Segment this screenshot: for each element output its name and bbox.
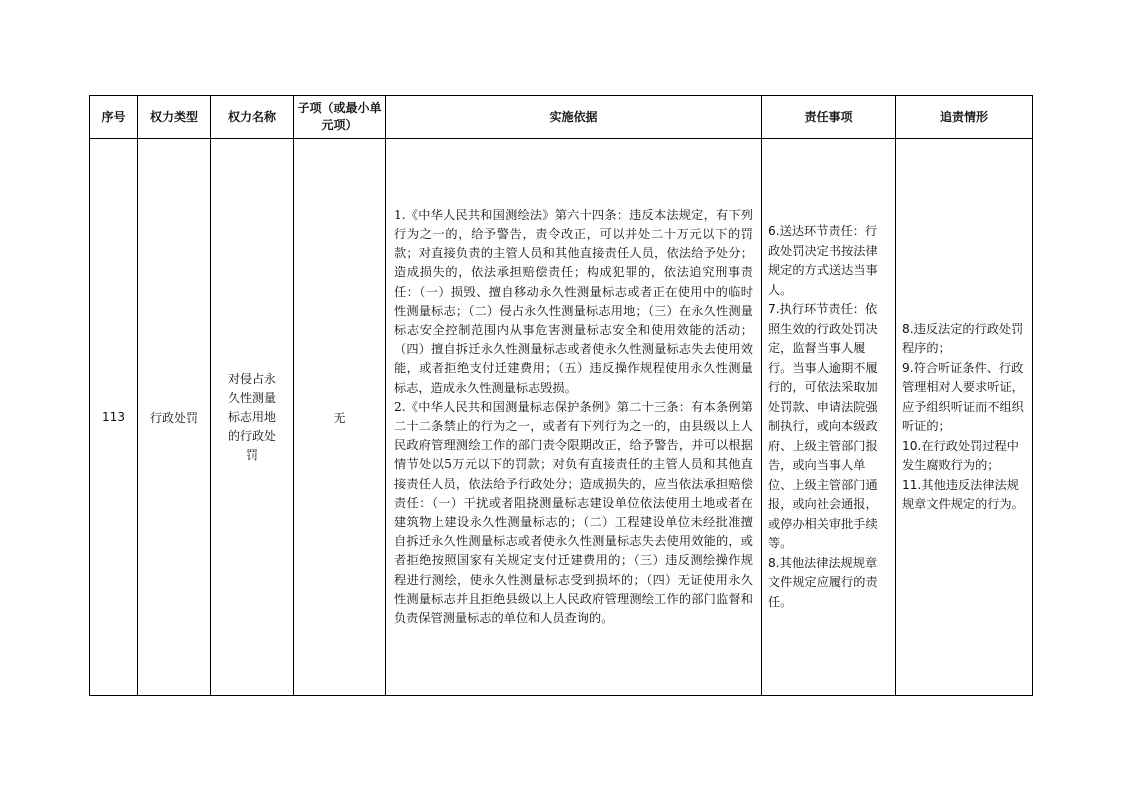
accountability-item-11: 11.其他违反法律法规规章文件规定的行为。 [902, 477, 1024, 511]
cell-type: 行政处罚 [138, 139, 211, 696]
header-basis: 实施依据 [386, 96, 762, 139]
cell-name: 对侵占永久性测量标志用地的行政处罚 [211, 139, 294, 696]
header-responsibility: 责任事项 [762, 96, 896, 139]
power-list-table [89, 95, 1033, 696]
cell-responsibility [762, 139, 896, 696]
table-row [90, 139, 1033, 696]
cell-basis [386, 139, 762, 696]
accountability-item-9: 9.符合听证条件、行政管理相对人要求听证，应予组织听证而不组织听证的； [902, 360, 1024, 433]
basis-paragraph-2: 2.《中华人民共和国测量标志保护条例》第二十三条：有本条例第二十二条禁止的行为之一，或者有下列行为之一的，由县级以上人民政府管理测绘工作的部门责令限期改正，给予警告，并可以根据情节处以5万元以下的罚款；对负有直接责任的主管人员和其他直接责任人员，依法给予行政处分；造成损失的，应当依法承担赔偿责任：（一）干扰或者阻挠测量标志建设单位依法使用土地或者在建筑物上建设永久性测量标志的；（二）工程建设单位未经批准擅自拆迁永久性测量标志或者使永久性测量标志失去使用效能的，或者拒绝按照国家有关规定支付迁建费用的；（三）违反测绘操作规程进行测绘，使永久性测量标志受到损坏的；（四）无证使用永久性测量标志并且拒绝县级以上人民政府管理测绘工作的部门监督和负责保管测量标志的单位和人员查询的。 [394, 399, 753, 626]
cell-seq: 113 [90, 139, 138, 696]
cell-subitem: 无 [294, 139, 386, 696]
accountability-item-10: 10.在行政处罚过程中发生腐败行为的； [902, 438, 1019, 472]
header-seq: 序号 [90, 96, 138, 139]
header-name: 权力名称 [211, 96, 294, 139]
responsibility-item-7: 7.执行环节责任：依照生效的行政处罚决定，监督当事人履行。当事人逾期不履行的，可依法采取加处罚款、申请法院强制执行，或向本级政府、上级主管部门报告，或向当事人单位、上级主管部门通报，或向社会通报，或停办相关审批手续等。 [768, 302, 878, 550]
header-subitem: 子项（或最小单元项） [294, 96, 386, 139]
basis-paragraph-1: 1.《中华人民共和国测绘法》第六十四条：违反本法规定，有下列行为之一的，给予警告，责令改正，可以并处二十万元以下的罚款；对直接负责的主管人员和其他直接责任人员，依法给予处分；造成损失的，依法承担赔偿责任；构成犯罪的，依法追究刑事责任：（一）损毁、擅自移动永久性测量标志或者正在使用中的临时性测量标志；（二）侵占永久性测量标志用地；（三）在永久性测量标志安全控制范围内从事危害测量标志安全和使用效能的活动；（四）擅自拆迁永久性测量标志或者使永久性测量标志失去使用效能，或者拒绝支付迁建费用；（五）违反操作规程使用永久性测量标志，造成永久性测量标志毁损。 [394, 207, 753, 395]
header-type: 权力类型 [138, 96, 211, 139]
header-accountability: 追责情形 [896, 96, 1033, 139]
accountability-item-8: 8.违反法定的行政处罚程序的； [902, 321, 1024, 355]
cell-accountability [896, 139, 1033, 696]
responsibility-item-6: 6.送达环节责任：行政处罚决定书按法律规定的方式送达当事人。 [768, 224, 878, 297]
header-row [90, 96, 1033, 139]
responsibility-item-8: 8.其他法律法规规章文件规定应履行的责任。 [768, 555, 878, 609]
